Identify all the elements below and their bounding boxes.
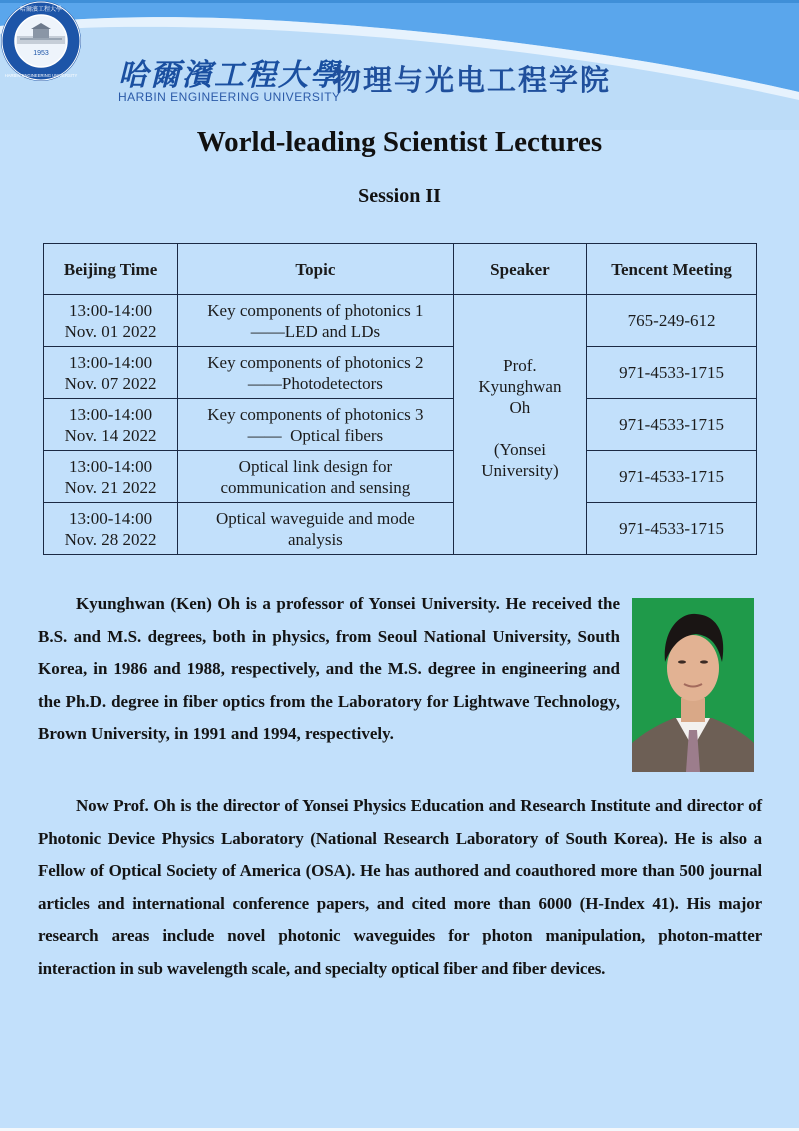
speaker-photo [632, 598, 754, 772]
topic-line-1: Key components of photonics 1 [207, 300, 424, 320]
topic-cell [178, 347, 454, 399]
time-cell [44, 451, 178, 503]
topic-cell [178, 503, 454, 555]
lecture-date: Nov. 07 2022 [64, 373, 157, 393]
topic-line-1: Key components of photonics 2 [207, 352, 424, 372]
header-topic: Topic [178, 244, 454, 295]
topic-cell [178, 399, 454, 451]
time-cell [44, 295, 178, 347]
lecture-schedule-table [43, 243, 757, 555]
topic-cell [178, 295, 454, 347]
topic-line-2: —— Optical fibers [247, 425, 384, 445]
time-cell [44, 347, 178, 399]
topic-line-1: Optical waveguide and mode [216, 508, 415, 528]
topic-line-1: Key components of photonics 3 [207, 404, 424, 424]
header-speaker: Speaker [453, 244, 586, 295]
table-row [44, 295, 757, 347]
university-name-en: HARBIN ENGINEERING UNIVERSITY [118, 90, 341, 104]
header-banner [0, 0, 799, 130]
school-name-cn: 物理与光电工程学院 [332, 63, 612, 97]
topic-line-2: ——Photodetectors [247, 373, 383, 393]
speaker-title: Prof. [503, 356, 537, 375]
lecture-date: Nov. 14 2022 [64, 425, 157, 445]
lecture-date: Nov. 21 2022 [64, 477, 157, 497]
topic-line-1: Optical link design for [238, 456, 393, 476]
table-row [44, 347, 757, 399]
table-header-row [44, 244, 757, 295]
topic-line-2: ——LED and LDs [250, 321, 381, 341]
time-range: 13:00-14:00 [69, 404, 153, 424]
topic-cell [178, 451, 454, 503]
topic-line-2: analysis [288, 529, 343, 549]
header-beijing-time: Beijing Time [44, 244, 178, 295]
page-title: World-leading Scientist Lectures [196, 126, 603, 158]
table-row [44, 503, 757, 555]
speaker-affiliation-1: (Yonsei [493, 440, 546, 459]
table-row [44, 451, 757, 503]
speaker-last-name: Oh [509, 398, 531, 417]
bio-paragraph-1: Kyunghwan (Ken) Oh is a professor of Yonsei University. He received the B.S. and M.S. degrees, both in physics, from Seoul National University, South Korea, in 1986 and 1988, respectively, and the M.S. degree in engineering and the Ph.D. degree in fiber optics from the Laboratory for Lightwave Technology, Brown University, in 1991 and 1994, respectively. [38, 594, 620, 744]
speaker-first-name: Kyunghwan [478, 377, 562, 396]
lecture-date: Nov. 28 2022 [64, 529, 157, 549]
bio-paragraph-2: Now Prof. Oh is the director of Yonsei Physics Education and Research Institute and director of Photonic Device Physics Laboratory (National Research Laboratory of South Korea). He is also a Fellow of Optical Society of America (OSA). He has authored and coauthored more than 500 journal articles and international conference papers, and cited more than 6000 (H-Index 41). His major research areas include novel photonic waveguides for photon manipulation, photon-matter interaction in sub wavelength scale, and specialty optical fiber and fiber devices. [38, 796, 762, 978]
speaker-cell [453, 295, 586, 555]
meeting-id[interactable]: 971-4533-1715 [587, 399, 757, 451]
lecture-date: Nov. 01 2022 [64, 321, 157, 341]
meeting-id[interactable]: 971-4533-1715 [587, 451, 757, 503]
table-row [44, 399, 757, 451]
meeting-id[interactable]: 765-249-612 [587, 295, 757, 347]
university-name-cn: 哈爾濱工程大學 [118, 58, 342, 93]
time-cell [44, 503, 178, 555]
time-range: 13:00-14:00 [69, 300, 153, 320]
header-tencent-meeting: Tencent Meeting [587, 244, 757, 295]
topic-line-2: communication and sensing [220, 477, 411, 497]
time-range: 13:00-14:00 [69, 456, 153, 476]
time-range: 13:00-14:00 [69, 508, 153, 528]
time-cell [44, 399, 178, 451]
meeting-id[interactable]: 971-4533-1715 [587, 347, 757, 399]
svg-text:HARBIN ENGINEERING UNIVERSITY: HARBIN ENGINEERING UNIVERSITY [4, 73, 78, 78]
speaker-affiliation-2: University) [481, 461, 559, 480]
svg-text:1953: 1953 [33, 50, 49, 57]
university-logo [0, 0, 82, 82]
session-subtitle: Session II [358, 185, 441, 207]
time-range: 13:00-14:00 [69, 352, 153, 372]
meeting-id[interactable]: 971-4533-1715 [587, 503, 757, 555]
svg-text:哈爾濱工程大學: 哈爾濱工程大學 [19, 6, 63, 13]
